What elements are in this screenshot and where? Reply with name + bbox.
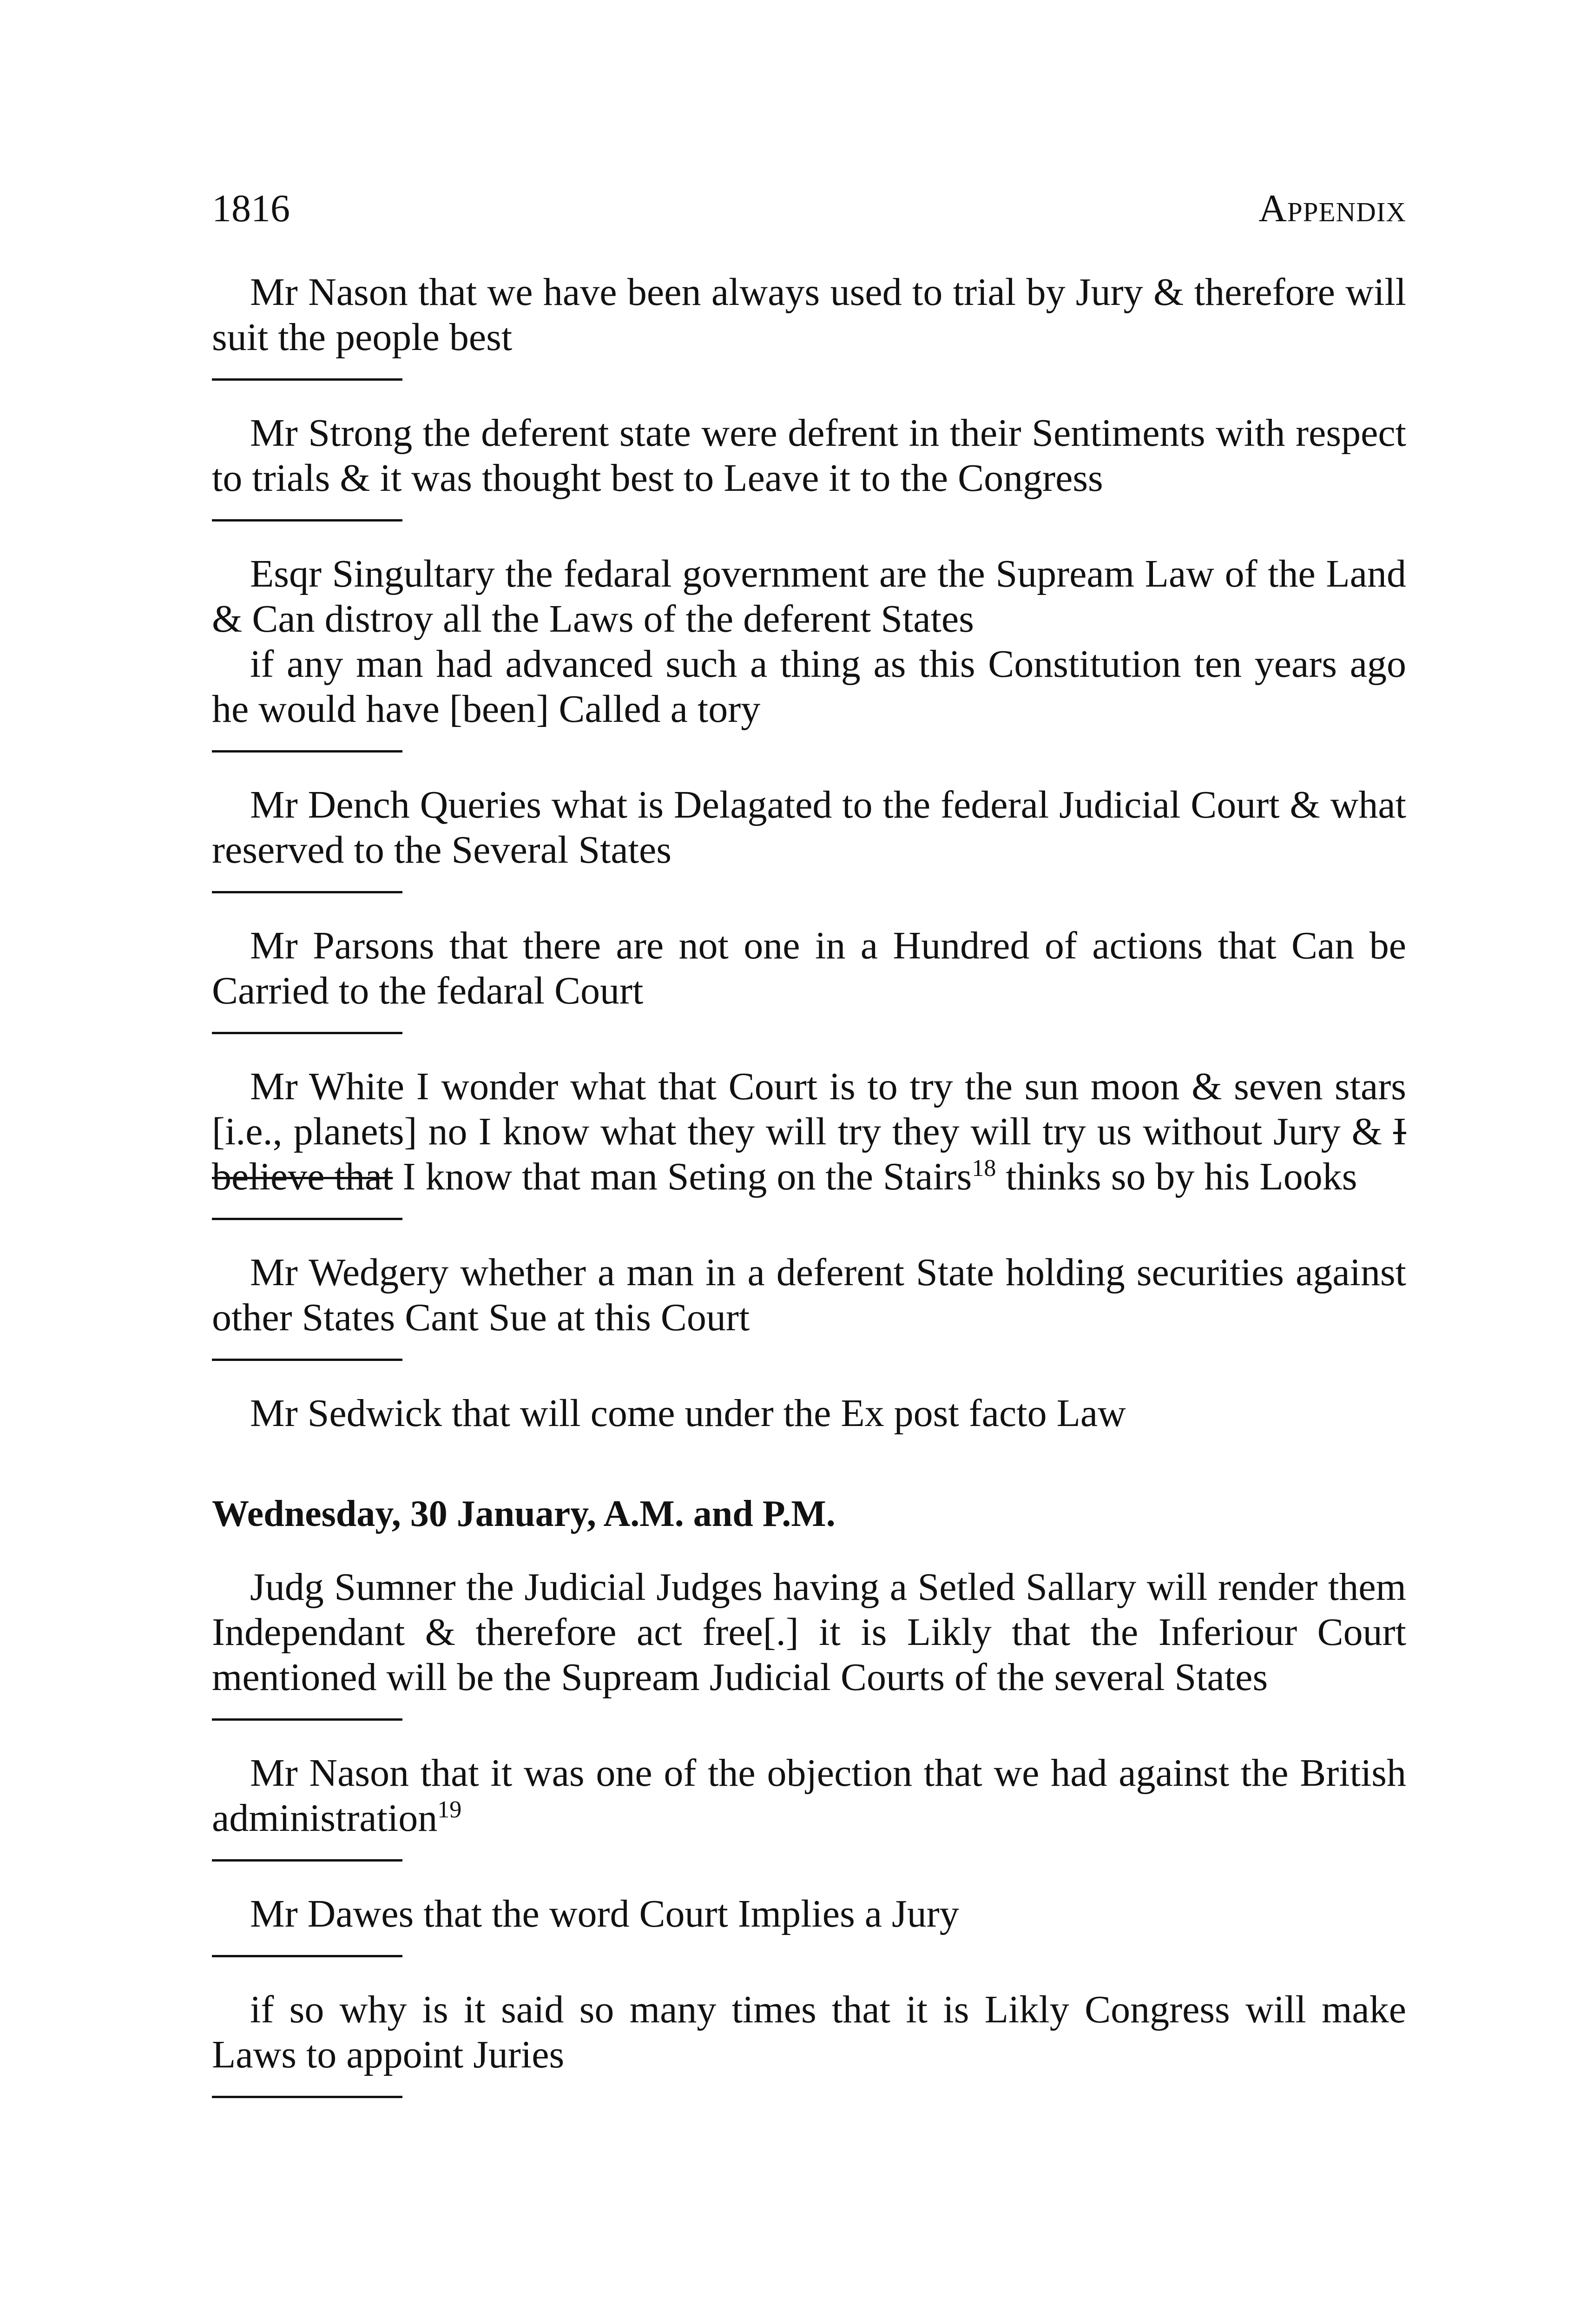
separator-rule: [212, 1032, 402, 1034]
entry-dawes: Mr Dawes that the word Court Implies a Jury: [250, 1892, 959, 1935]
page-number: 1816: [212, 187, 290, 230]
entry-nason-2: [212, 1750, 1406, 1841]
entry-parsons: Mr Parsons that there are not one in a Hundred of actions that Can be Carried to the fedaral Court: [212, 924, 1406, 1012]
entry-juries: if so why is it said so many times that it is Likly Congress will make Laws to appoint Juries: [212, 1988, 1406, 2076]
entry-sedwick: Mr Sedwick that will come under the Ex post facto Law: [250, 1392, 1126, 1435]
entry-strong: Mr Strong the deferent state were defrent in their Sentiments with respect to trials & it was thought best to Leave it to the Congress: [212, 411, 1406, 500]
struck-text: I believe that: [212, 1110, 1406, 1198]
entry-nason-1: Mr Nason that we have been always used to trial by Jury & therefore will suit the people best: [212, 271, 1406, 359]
separator-rule: [212, 750, 402, 753]
date-heading: Wednesday, 30 January, A.M. and P.M.: [212, 1493, 836, 1534]
entry-sumner: Judg Sumner the Judicial Judges having a Setled Sallary will render them Independant & therefore act free[.] it is Likly that the Inferiour Court mentioned will be the Supream Judicial Courts of the several States: [212, 1565, 1406, 1699]
entry-dench: Mr Dench Queries what is Delagated to the federal Judicial Court & what reserved to the Several States: [212, 783, 1406, 872]
entry-white-text-1: Mr White I wonder what that Court is to try the sun moon & seven stars [i.e., planets] no I know what they will try they will try us without Jury &: [212, 1065, 1406, 1153]
separator-rule: [212, 519, 402, 522]
entry-white: [212, 1064, 1406, 1199]
section-title: Appendix: [1258, 187, 1406, 230]
separator-rule: [212, 1218, 402, 1220]
running-header: [212, 186, 1406, 237]
separator-rule: [212, 891, 402, 893]
separator-rule: [212, 378, 402, 381]
separator-rule: [212, 1859, 402, 1862]
footnote-marker-18: 18: [972, 1155, 996, 1182]
entry-white-text-3: thinks so by his Looks: [996, 1155, 1357, 1198]
entry-wedgery: Mr Wedgery whether a man in a deferent State holding securities against other States Cant Sue at this Court: [212, 1251, 1406, 1339]
separator-rule: [212, 2096, 402, 2098]
entry-nason-2-text: Mr Nason that it was one of the objection that we had against the British administration: [212, 1751, 1406, 1840]
entry-white-text-2: I know that man Seting on the Stairs: [393, 1155, 972, 1198]
footnote-marker-19: 19: [437, 1796, 462, 1823]
body-text: [212, 270, 1406, 2098]
separator-rule: [212, 1359, 402, 1361]
separator-rule: [212, 1955, 402, 1957]
separator-rule: [212, 1718, 402, 1721]
entry-singultary-continued: if any man had advanced such a thing as this Constitution ten years ago he would have [been] Called a tory: [212, 642, 1406, 731]
entry-singultary: Esqr Singultary the fedaral government are the Supream Law of the Land & Can distroy all the Laws of the deferent States: [212, 552, 1406, 640]
